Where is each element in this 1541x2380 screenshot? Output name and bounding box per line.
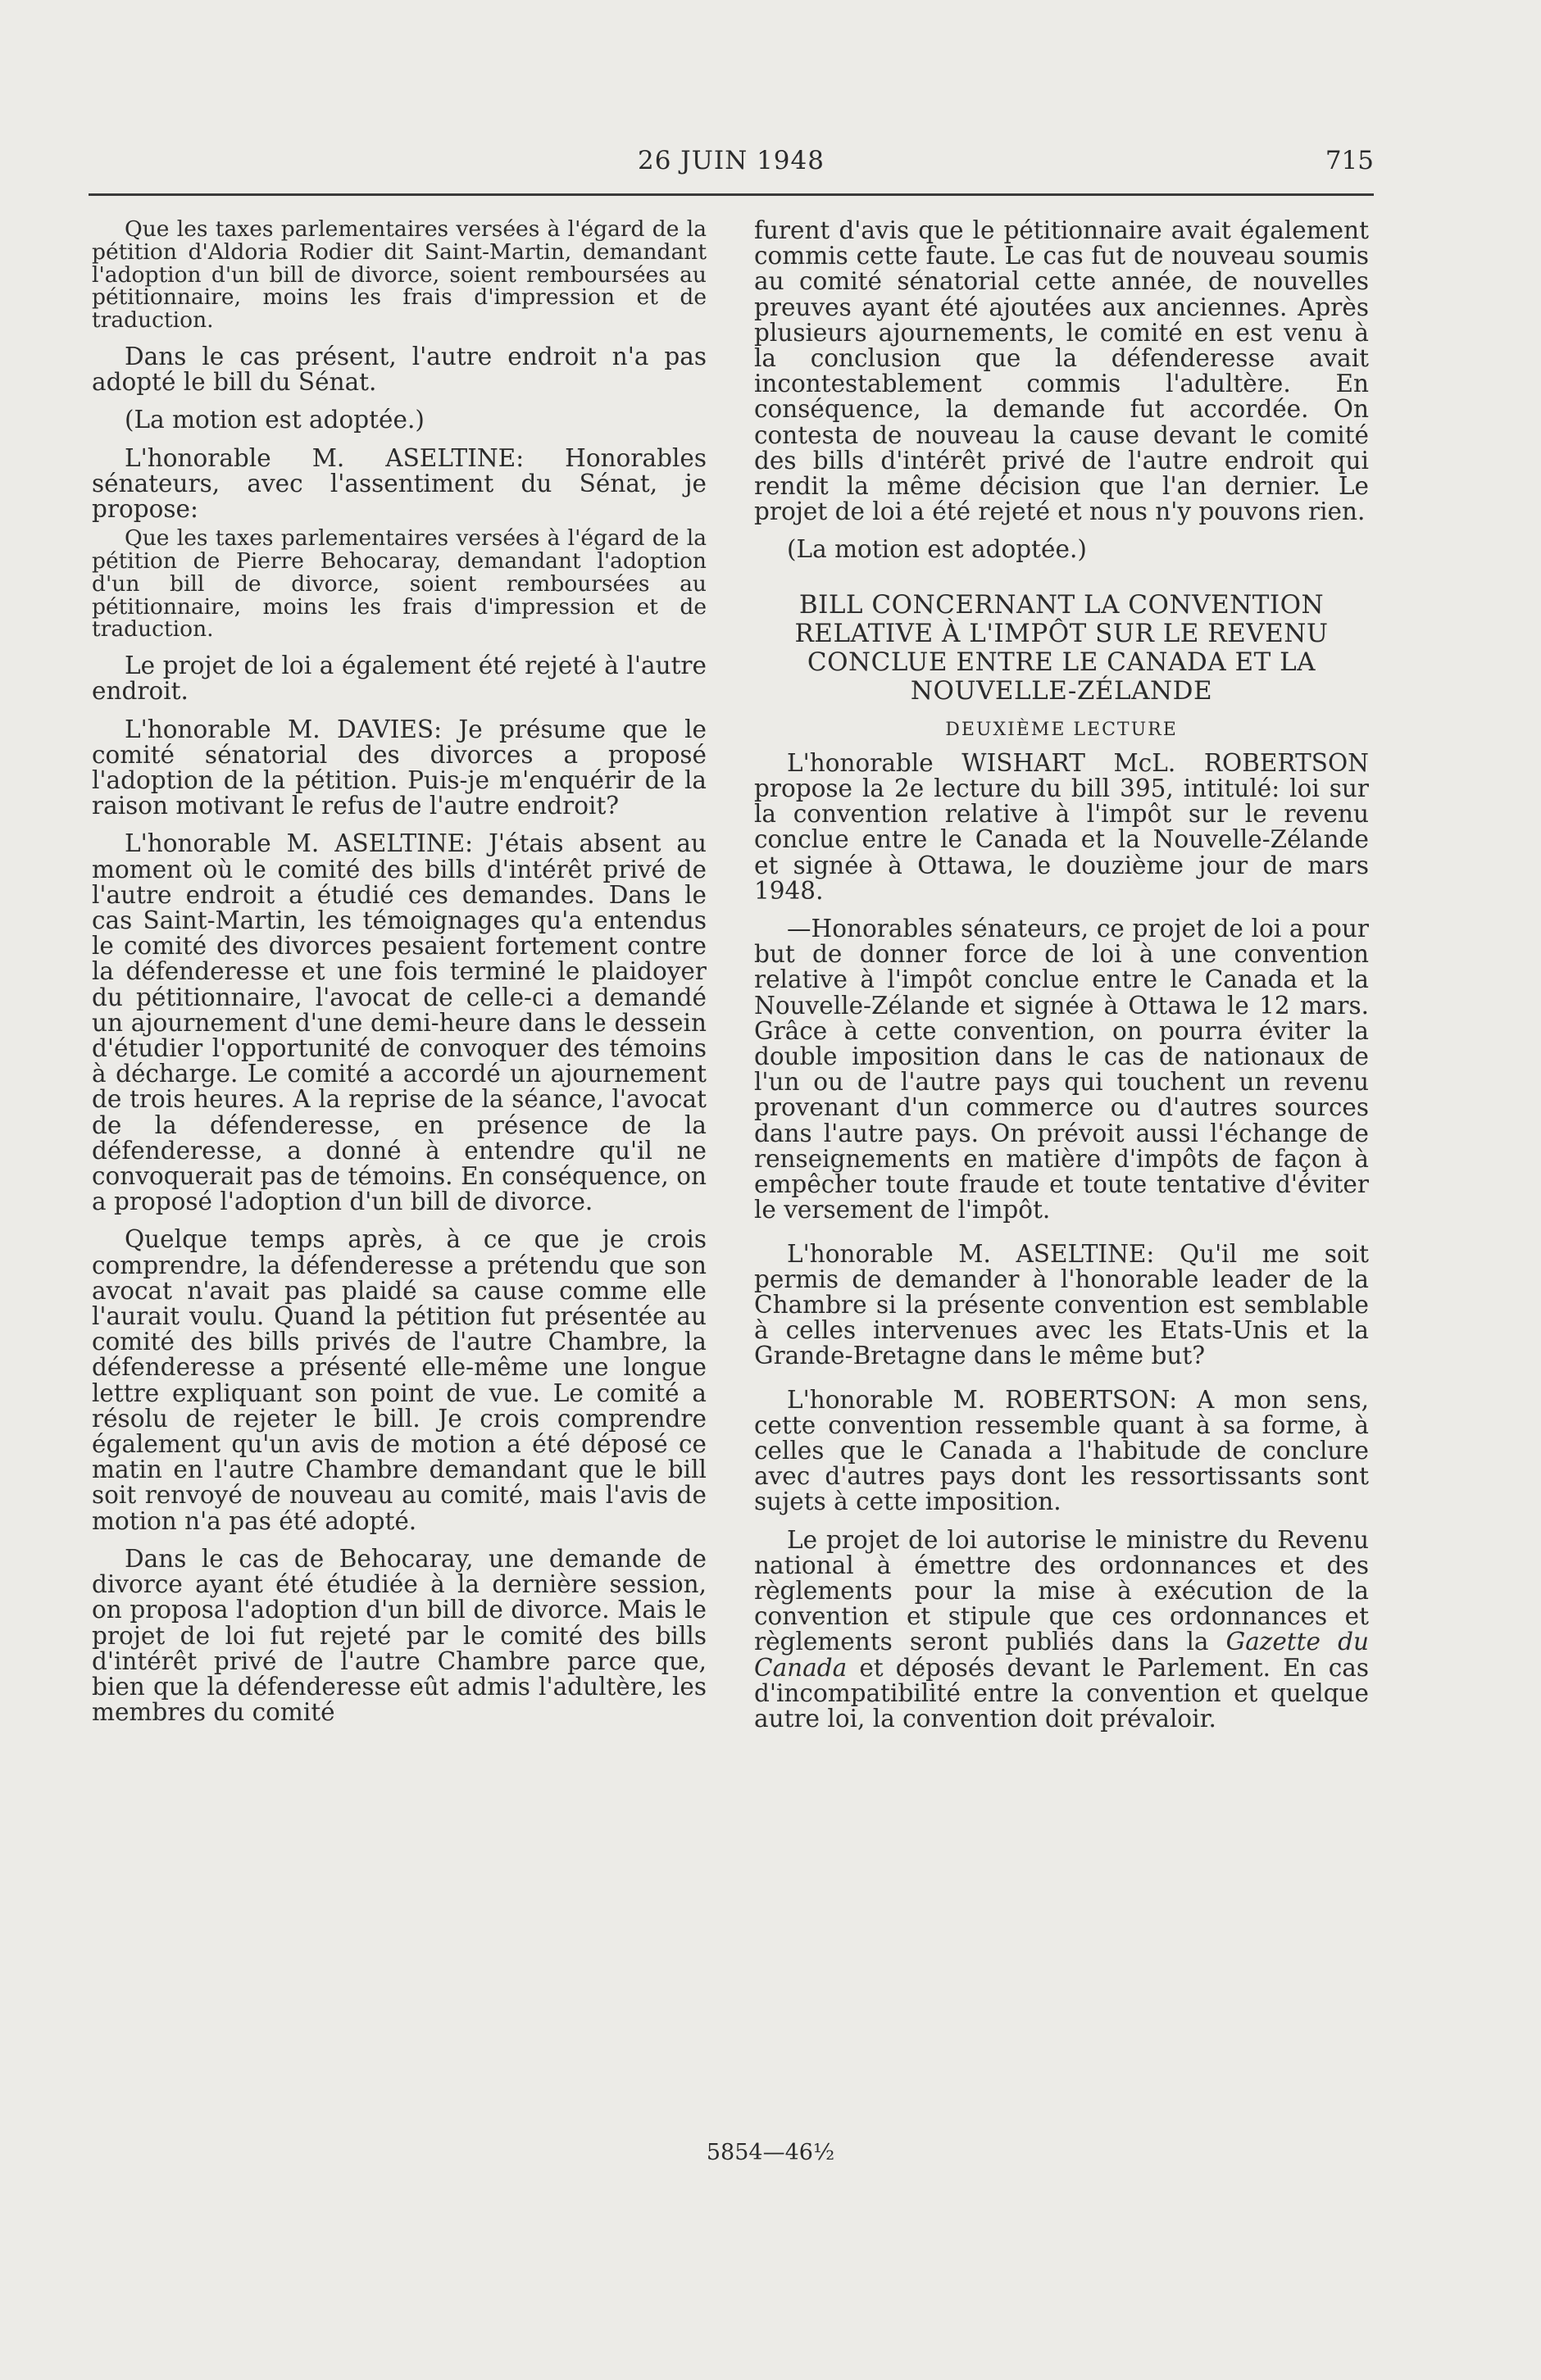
section-heading-line: RELATIVE À L'IMPÔT SUR LE REVENU	[794, 618, 1329, 648]
paragraph: Le projet de loi a également été rejeté à l'autre endroit.	[92, 652, 707, 706]
text-run: et déposés devant le Parlement. En cas d'incompatibilité entre la convention et quelque autre loi, la convention doit prévaloir.	[754, 1653, 1369, 1733]
paragraph-aseltine-motion: L'honorable M. ASELTINE: Honorables sénateurs, avec l'assentiment du Sénat, je propose:	[92, 443, 707, 523]
paragraph: —Honorables sénateurs, ce projet de loi a pour but de donner force de loi à une convention relative à l'impôt conclue entre le Canada et la Nouvelle-Zélande et signée à Ottawa le 12 mars. Grâce à cette convention, on pourra éviter la double imposition dans le cas de nationaux de l'un ou de l'autre pays qui touchent un revenu provenant d'un commerce ou d'autres sources dans l'autre pays. On prévoit aussi l'échange de renseignements en matière d'impôts de façon à empêcher toute fraude et toute tentative d'éviter le versement de l'impôt.	[754, 915, 1369, 1224]
section-heading-line: NOUVELLE-ZÉLANDE	[910, 675, 1213, 706]
text-run: Le projet de loi autorise le ministre du Revenu national à émettre des ordonnances et des règlements pour la mise à exécution de la convention et stipule que ces ordonnances et règlements seront publiés dans la	[754, 1525, 1369, 1656]
paragraph-aseltine-reply: L'honorable M. ASELTINE: J'étais absent au moment où le comité des bills d'intérêt privé de l'autre endroit a étudié ces demandes. Dans le cas Saint-Martin, les témoignages qu'a entendus le comité des divorces pesaient fortement contre la défenderesse et une fois terminé le plaidoyer du pétitionnaire, l'avocat de celle-ci a demandé un ajournement d'une demi-heure dans le dessein d'étudier l'opportunité de convoquer des témoins à décharge. Le comité a accordé un ajournement de trois heures. A la reprise de la séance, l'avocat de la défenderesse, en présence de la défenderesse, a donné à entendre qu'il ne convoquerait pas de témoins. En conséquence, on a proposé l'adoption d'un bill de divorce.	[92, 829, 707, 1216]
page-number: 715	[1325, 146, 1374, 175]
section-subheading: DEUXIÈME LECTURE	[945, 719, 1178, 740]
italic-publication-title: Gazette du Canada	[754, 1628, 1370, 1682]
paragraph-quote-behocaray: Que les taxes parlementaires versées à l'égard de la pétition de Pierre Behocaray, demandant l'adoption d'un bill de divorce, soient remboursées au pétitionnaire, moins les frais d'impression et de traduction.	[92, 525, 707, 643]
paragraph-gazette	[754, 1525, 1370, 1733]
paragraph-motion-adopted: (La motion est adoptée.)	[787, 535, 1087, 564]
page-footer-signature: 5854—46½	[706, 2140, 835, 2165]
paragraph-continued: furent d'avis que le pétitionnaire avait également commis cette faute. Le cas fut de nouveau soumis au comité sénatorial cette année, de nouvelles preuves ayant été ajoutées aux anciennes. Après plusieurs ajournements, le comité en est venu à la conclusion que la défenderesse avait incontestablement commis l'adultère. En conséquence, la demande fut accordée. On contesta de nouveau la cause devant le comité des bills d'intérêt privé de l'autre endroit qui rendit la même décision que l'an dernier. Le projet de loi a été rejeté et nous n'y pouvons rien.	[754, 216, 1369, 526]
section-heading	[754, 591, 1369, 706]
section-heading-line: CONCLUE ENTRE LE CANADA ET LA	[807, 647, 1316, 677]
paragraph-motion-adopted: (La motion est adoptée.)	[125, 406, 425, 434]
section-heading-line: BILL CONCERNANT LA CONVENTION	[798, 589, 1325, 620]
paragraph: Quelque temps après, à ce que je crois comprendre, la défenderesse a prétendu que son avocat n'avait pas plaidé sa cause comme elle l'aurait voulu. Quand la pétition fut présentée au comité des bills privés de l'autre Chambre, la défenderesse a présenté elle-même une longue lettre expliquant son point de vue. Le comité a résolu de rejeter le bill. Je crois comprendre également qu'un avis de motion a été déposé ce matin en l'autre Chambre demandant que le bill soit renvoyé de nouveau au comité, mais l'avis de motion n'a pas été adopté.	[92, 1225, 707, 1535]
left-column	[92, 218, 707, 1737]
header-date: 26 JUIN 1948	[638, 146, 825, 175]
paragraph: Dans le cas présent, l'autre endroit n'a pas adopté le bill du Sénat.	[92, 342, 707, 397]
paragraph: Dans le cas de Behocaray, une demande de divorce ayant été étudiée à la dernière session, on proposa l'adoption d'un bill de divorce. Mais le projet de loi fut rejeté par le comité des bills d'intérêt privé de l'autre Chambre parce que, bien que la défenderesse eût admis l'adultère, les membres du comité	[92, 1544, 707, 1727]
right-column	[754, 218, 1369, 1744]
paragraph-robertson-proposal: L'honorable WISHART McL. ROBERTSON propose la 2e lecture du bill 395, intitulé: loi sur la convention relative à l'impôt sur le revenu conclue entre le Canada et la Nouvelle-Zélande et signée à Ottawa, le douzième jour de mars 1948.	[754, 748, 1369, 905]
paragraph-davies: L'honorable M. DAVIES: Je présume que le comité sénatorial des divorces a proposé l'adoption de la pétition. Puis-je m'enquérir de la raison motivant le refus de l'autre endroit?	[92, 715, 707, 820]
paragraph-robertson-reply: L'honorable M. ROBERTSON: A mon sens, cette convention ressemble quant à sa forme, à celles que le Canada a l'habitude de conclure avec d'autres pays dont les ressortissants sont sujets à cette imposition.	[754, 1385, 1369, 1516]
page-header	[89, 146, 1374, 188]
paragraph-quote-rodier: Que les taxes parlementaires versées à l'égard de la pétition d'Aldoria Rodier dit Saint-Martin, demandant l'adoption d'un bill de divorce, soient remboursées au pétitionnaire, moins les frais d'impression et de traduction.	[92, 216, 707, 334]
paragraph-aseltine-question: L'honorable M. ASELTINE: Qu'il me soit permis de demander à l'honorable leader de la Chambre si la présente convention est semblable à celles intervenues avec les Etats-Unis et la Grande-Bretagne dans le même but?	[754, 1239, 1369, 1370]
header-rule	[89, 193, 1374, 196]
